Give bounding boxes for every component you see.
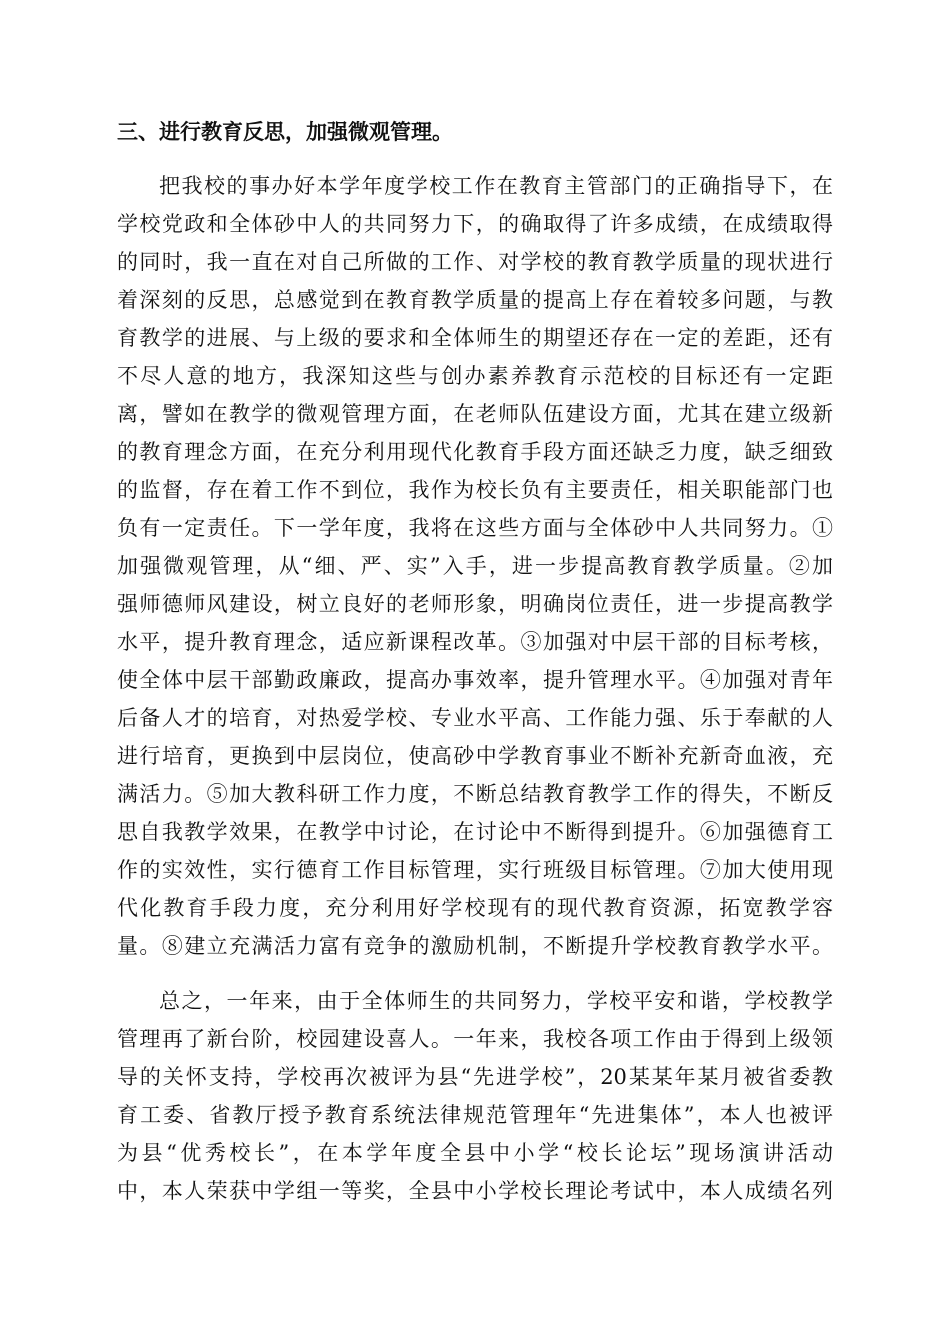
paragraph-line: 水平，提升教育理念，适应新课程改革。③加强对中层干部的目标考核， <box>117 630 833 654</box>
paragraph-line: 作的实效性，实行德育工作目标管理，实行班级目标管理。⑦加大使用现 <box>117 858 833 882</box>
paragraph-line: 使全体中层干部勤政廉政，提高办事效率，提升管理水平。④加强对青年 <box>117 668 833 692</box>
paragraph-line: 中，本人荣获中学组一等奖，全县中小学校长理论考试中，本人成绩名列 <box>117 1179 833 1203</box>
paragraph-line: 后备人才的培育，对热爱学校、专业水平高、工作能力强、乐于奉献的人 <box>117 706 833 730</box>
paragraph-line: 离，譬如在教学的微观管理方面，在老师队伍建设方面，尤其在建立级新 <box>117 402 833 426</box>
paragraph-line: 管理再了新台阶，校园建设喜人。一年来，我校各项工作由于得到上级领 <box>117 1027 833 1051</box>
paragraph-line: 育工委、省教厅授予教育系统法律规范管理年“先进集体”，本人也被评 <box>117 1103 833 1127</box>
paragraph-line: 把我校的事办好本学年度学校工作在教育主管部门的正确指导下，在 <box>159 174 833 198</box>
paragraph-line: 的监督，存在着工作不到位，我作为校长负有主要责任，相关职能部门也 <box>117 478 833 502</box>
paragraph-line: 进行培育，更换到中层岗位，使高砂中学教育事业不断补充新奇血液，充 <box>117 744 833 768</box>
paragraph-line: 总之，一年来，由于全体师生的共同努力，学校平安和谐，学校教学 <box>159 989 833 1013</box>
paragraph-line: 的教育理念方面，在充分利用现代化教育手段方面还缺乏力度，缺乏细致 <box>117 440 833 464</box>
paragraph-line: 着深刻的反思，总感觉到在教育教学质量的提高上存在着较多问题，与教 <box>117 288 833 312</box>
section-heading: 三、进行教育反思，加强微观管理。 <box>117 119 453 144</box>
paragraph-line: 强师德师风建设，树立良好的老师形象，明确岗位责任，进一步提高教学 <box>117 592 833 616</box>
paragraph-line: 为县“优秀校长”，在本学年度全县中小学“校长论坛”现场演讲活动 <box>117 1141 833 1165</box>
paragraph-line: 代化教育手段力度，充分利用好学校现有的现代教育资源，拓宽教学容 <box>117 896 833 920</box>
paragraph-line: 满活力。⑤加大教科研工作力度，不断总结教育教学工作的得失，不断反 <box>117 782 833 806</box>
paragraph-line: 负有一定责任。下一学年度，我将在这些方面与全体砂中人共同努力。① <box>117 516 833 540</box>
paragraph-line: 量。⑧建立充满活力富有竞争的激励机制，不断提升学校教育教学水平。 <box>117 934 833 958</box>
paragraph-line: 学校党政和全体砂中人的共同努力下，的确取得了许多成绩，在成绩取得 <box>117 212 833 236</box>
paragraph-line: 的同时，我一直在对自己所做的工作、对学校的教育教学质量的现状进行 <box>117 250 833 274</box>
paragraph-line: 导的关怀支持，学校再次被评为县“先进学校”，20某某年某月被省委教 <box>117 1065 833 1089</box>
paragraph-line: 不尽人意的地方，我深知这些与创办素养教育示范校的目标还有一定距 <box>117 364 833 388</box>
paragraph-line: 育教学的进展、与上级的要求和全体师生的期望还存在一定的差距，还有 <box>117 326 833 350</box>
paragraph-line: 加强微观管理，从“细、严、实”入手，进一步提高教育教学质量。②加 <box>117 554 833 578</box>
paragraph-line: 思自我教学效果，在教学中讨论，在讨论中不断得到提升。⑥加强德育工 <box>117 820 833 844</box>
